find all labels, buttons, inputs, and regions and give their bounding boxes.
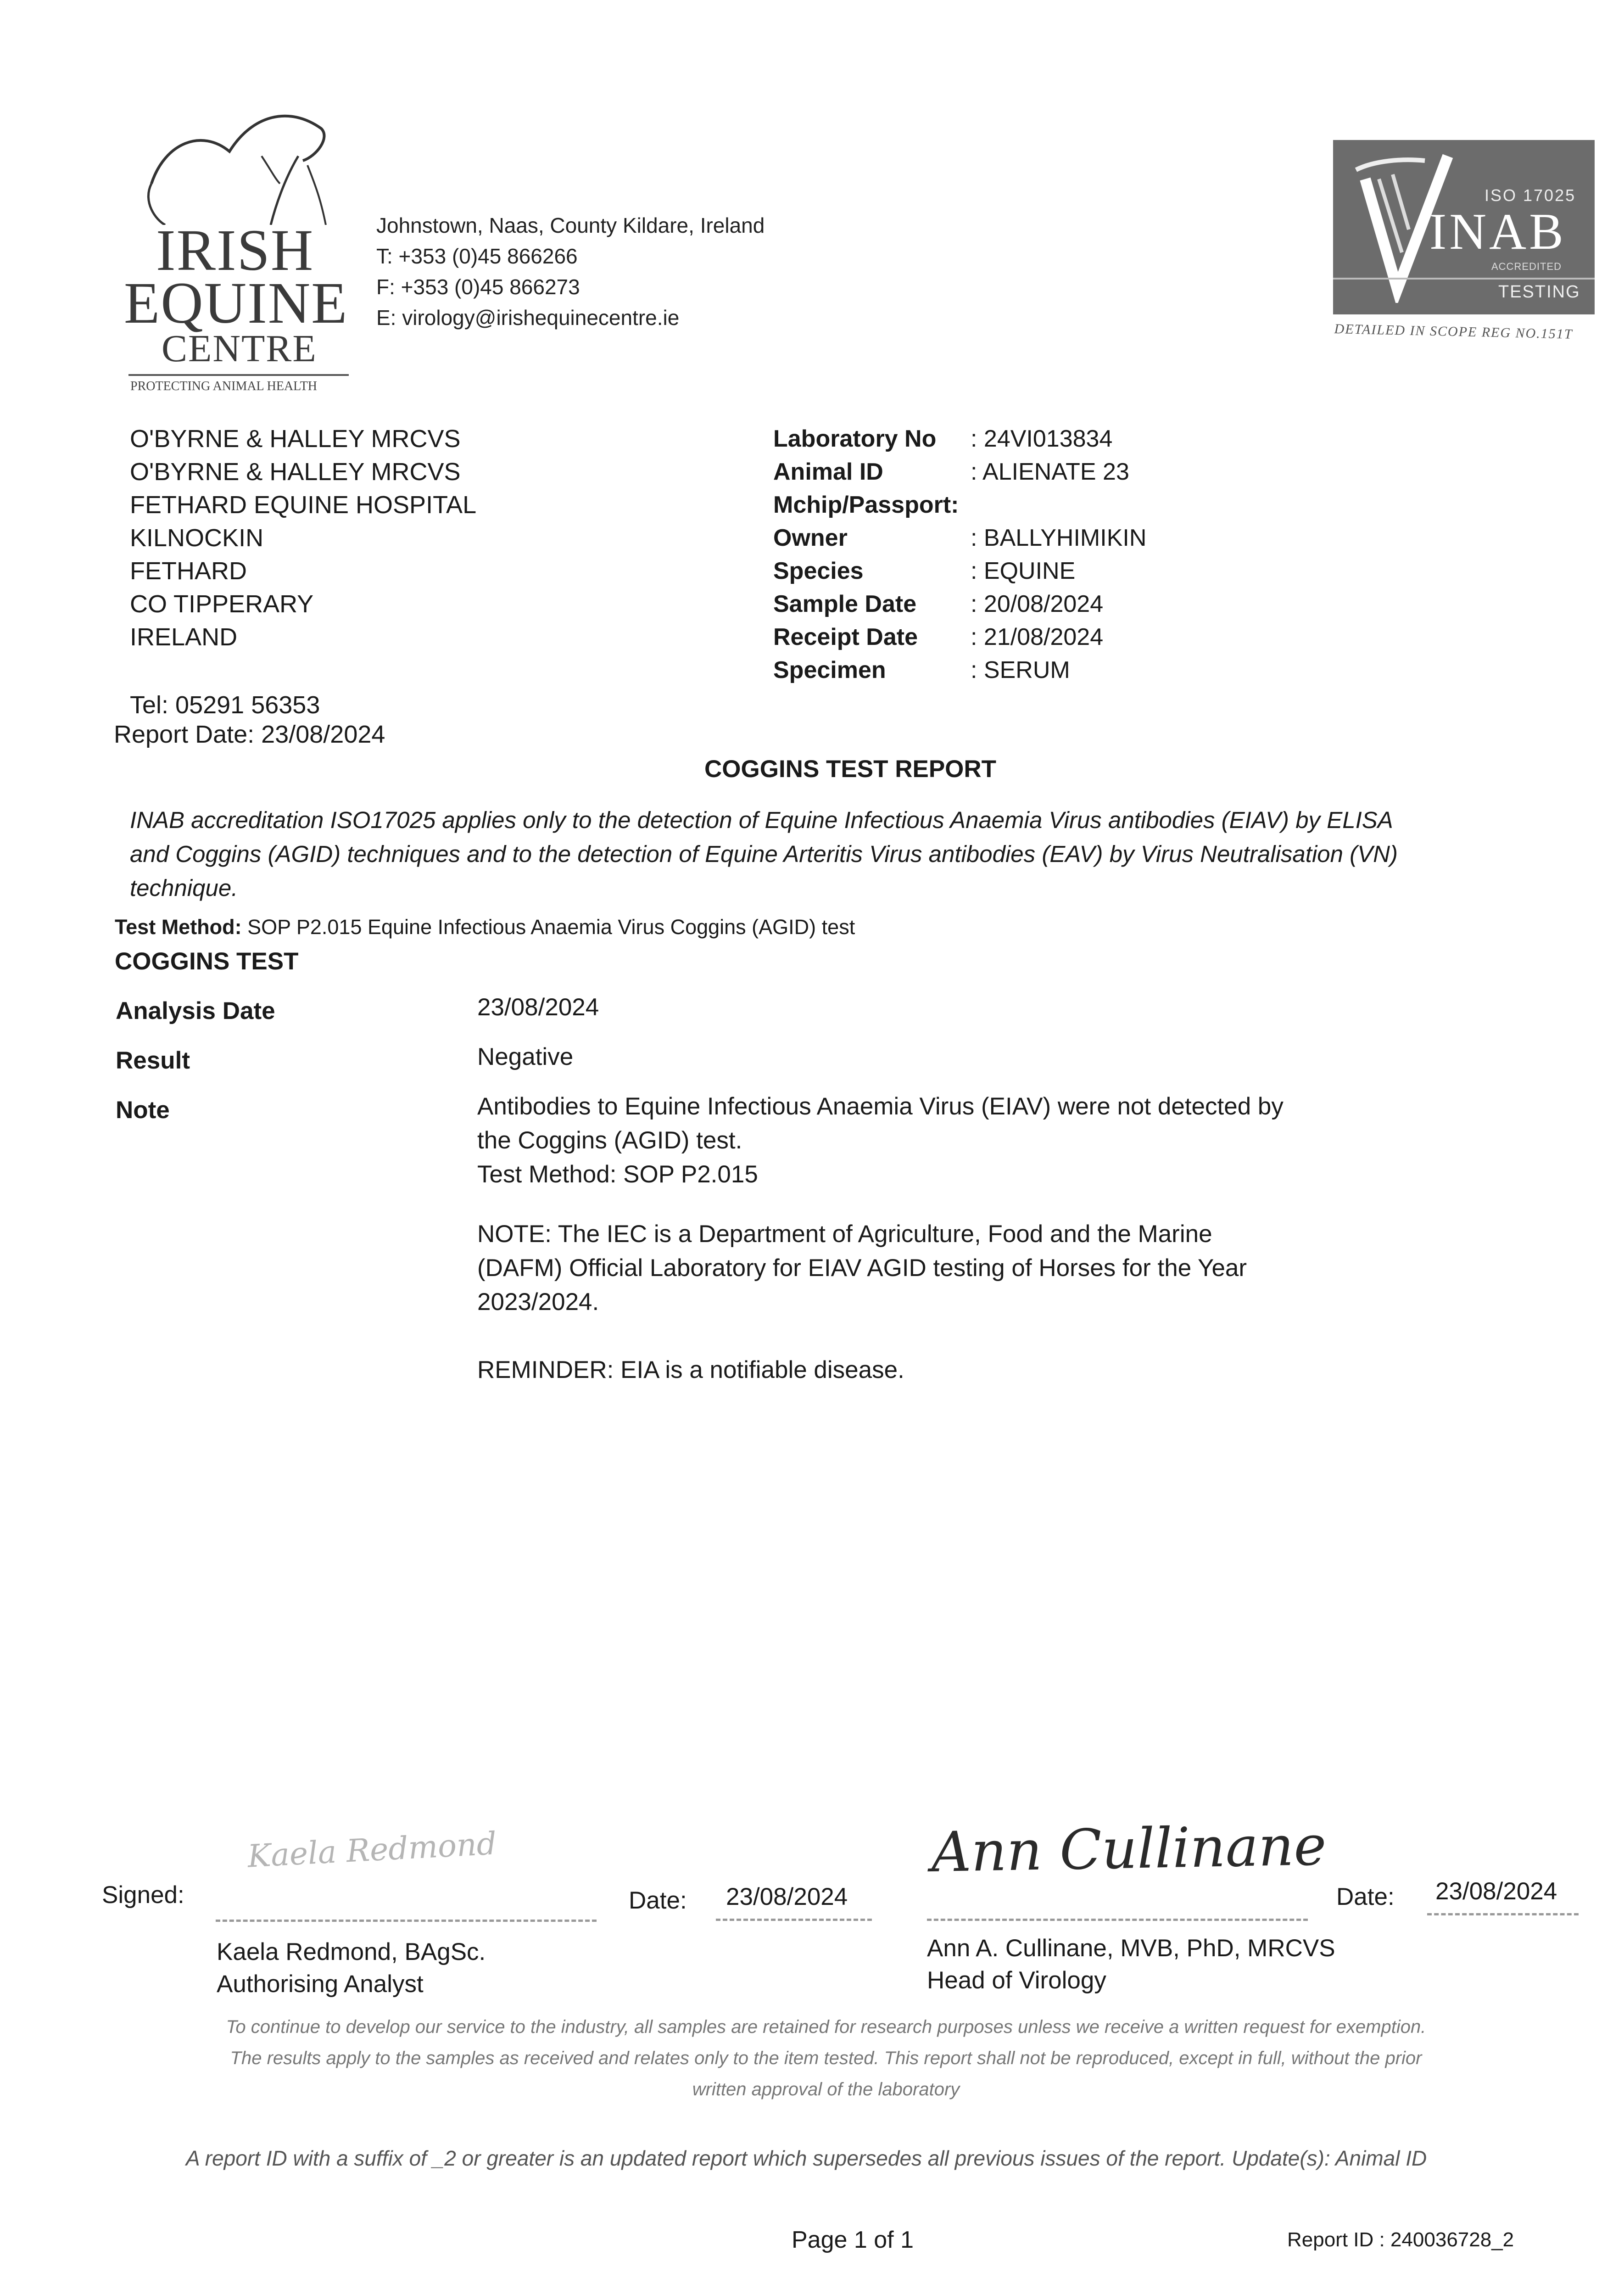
signature-right-text: Ann Cullinane [931, 1814, 1327, 1885]
result-value: Negative [477, 1043, 574, 1070]
address-line: FETHARD EQUINE HOSPITAL [130, 491, 477, 519]
recipient-tel: Tel: 05291 56353 [130, 691, 320, 719]
inab-brand: INAB [1429, 203, 1566, 260]
signed-label: Signed: [102, 1881, 184, 1909]
row-label: Specimen [773, 657, 886, 683]
test-method-value: SOP P2.015 Equine Infectious Anaemia Virus Coggins (AGID) test [241, 915, 855, 939]
row-label: Receipt Date [773, 624, 918, 650]
report-date: Report Date: 23/08/2024 [114, 721, 385, 748]
address-line: CO TIPPERARY [130, 590, 314, 618]
logo-line-equine: EQUINE [124, 270, 348, 336]
test-method-line [115, 913, 855, 941]
official-line: NOTE: The IEC is a Department of Agriculture, Food and the Marine [477, 1220, 1212, 1248]
row-label: Sample Date [773, 591, 917, 617]
note-label: Note [116, 1097, 170, 1124]
signature-left-handwriting [247, 1824, 525, 1889]
logo-tagline: PROTECTING ANIMAL HEALTH [130, 379, 318, 393]
inab-scope: DETAILED IN SCOPE REG NO.151T [1334, 321, 1573, 342]
address-line: O'BYRNE & HALLEY MRCVS [130, 425, 461, 453]
official-line: 2023/2024. [477, 1288, 599, 1315]
logo-line-centre: CENTRE [162, 327, 317, 370]
row-label: Mchip/Passport: [773, 492, 959, 518]
row-value: : 20/08/2024 [971, 591, 1104, 617]
reminder-text: REMINDER: EIA is a notifiable disease. [477, 1356, 904, 1383]
official-lab-note [477, 1217, 1247, 1319]
signature-left-text: Kaela Redmond [246, 1825, 498, 1875]
result-label: Result [116, 1047, 190, 1074]
row-label: Species [773, 558, 864, 584]
page-number: Page 1 of 1 [792, 2227, 914, 2253]
signatory-right-role: Head of Virology [927, 1967, 1106, 1994]
note-text [477, 1090, 1284, 1192]
analysis-date-label: Analysis Date [116, 997, 275, 1024]
address-line: FETHARD [130, 557, 247, 585]
row-label: Owner [773, 525, 848, 551]
lab-phone: T: +353 (0)45 866266 [376, 244, 578, 268]
address-line: IRELAND [130, 623, 238, 651]
date-left-value: 23/08/2024 [726, 1883, 848, 1910]
signatory-left-role: Authorising Analyst [217, 1970, 424, 1998]
signature-left-line [216, 1920, 597, 1922]
date-left-line [716, 1919, 872, 1921]
recipient-address [130, 422, 476, 654]
date-right-line [1427, 1913, 1579, 1915]
row-label: Animal ID [773, 459, 883, 485]
accreditation-line: and Coggins (AGID) techniques and to the detection of Equine Arteritis Virus antibodies (EAV) by Virus Neutralisation (VN) [130, 841, 1398, 867]
date-right-label: Date: [1336, 1883, 1395, 1910]
row-value: : 21/08/2024 [971, 624, 1104, 650]
update-suffix-note: A report ID with a suffix of _2 or greater is an updated report which supersedes all previous issues of the report. Update(s): Animal ID [186, 2146, 1427, 2170]
note-line: Antibodies to Equine Infectious Anaemia Virus (EIAV) were not detected by [477, 1093, 1284, 1120]
row-label: Laboratory No [773, 425, 937, 452]
official-line: (DAFM) Official Laboratory for EIAV AGID testing of Horses for the Year [477, 1254, 1247, 1282]
iec-logo [124, 87, 363, 399]
row-value: : BALLYHIMIKIN [971, 525, 1147, 551]
report-id: Report ID : 240036728_2 [1287, 2228, 1514, 2251]
address-line: O'BYRNE & HALLEY MRCVS [130, 458, 461, 486]
retention-line: To continue to develop our service to the industry, all samples are retained for research purposes unless we receive a written request for exemption. [226, 2017, 1426, 2037]
species-row [773, 554, 1324, 588]
retention-line: written approval of the laboratory [692, 2079, 960, 2099]
row-value: : 24VI013834 [971, 425, 1113, 452]
row-value: : SERUM [971, 657, 1070, 683]
inab-testing-bar [1333, 278, 1595, 280]
row-value: : ALIENATE 23 [971, 459, 1129, 485]
lab-address: Johnstown, Naas, County Kildare, Ireland [376, 213, 765, 237]
date-right-value: 23/08/2024 [1435, 1878, 1557, 1905]
horse-logo-icon [124, 87, 363, 225]
note-line: the Coggins (AGID) test. [477, 1127, 742, 1154]
signatory-left-name: Kaela Redmond, BAgSc. [217, 1938, 486, 1965]
sample-date-row [773, 588, 1324, 621]
animal-id-row [773, 455, 1324, 488]
inab-accredited: ACCREDITED [1491, 261, 1562, 272]
signature-right-line [927, 1919, 1308, 1921]
logo-line-irish: IRISH [156, 218, 314, 283]
logo-divider [128, 374, 349, 376]
date-left-label: Date: [629, 1887, 687, 1914]
lab-number-row [773, 422, 1324, 455]
lab-email: E: virology@irishequinecentre.ie [376, 306, 680, 330]
address-line: KILNOCKIN [130, 524, 264, 552]
sample-info-table [773, 422, 1324, 688]
inab-badge [1333, 140, 1595, 314]
retention-notice [124, 2011, 1528, 2105]
inab-iso: ISO 17025 [1484, 186, 1576, 205]
retention-line: The results apply to the samples as received and relates only to the item tested. This report shall not be reproduced, except in full, without the prior [230, 2048, 1422, 2068]
lab-fax: F: +353 (0)45 866273 [376, 275, 580, 299]
owner-row [773, 521, 1324, 554]
receipt-date-row [773, 621, 1324, 654]
inab-testing: TESTING [1498, 282, 1580, 302]
note-line: Test Method: SOP P2.015 [477, 1161, 758, 1188]
specimen-row [773, 654, 1324, 687]
accreditation-line: INAB accreditation ISO17025 applies only to the detection of Equine Infectious Anaemia Virus antibodies (EIAV) by ELISA [130, 807, 1393, 833]
signature-right-handwriting [931, 1814, 1327, 1903]
test-method-label: Test Method: [115, 915, 242, 939]
signatory-right-name: Ann A. Cullinane, MVB, PhD, MRCVS [927, 1935, 1335, 1962]
accreditation-line: technique. [130, 875, 238, 901]
report-title: COGGINS TEST REPORT [704, 756, 997, 783]
coggins-section-title: COGGINS TEST [115, 948, 299, 975]
analysis-date-value: 23/08/2024 [477, 994, 599, 1021]
row-value: : EQUINE [971, 558, 1076, 584]
accreditation-statement [130, 803, 1398, 905]
mchip-passport-row [773, 488, 1324, 521]
